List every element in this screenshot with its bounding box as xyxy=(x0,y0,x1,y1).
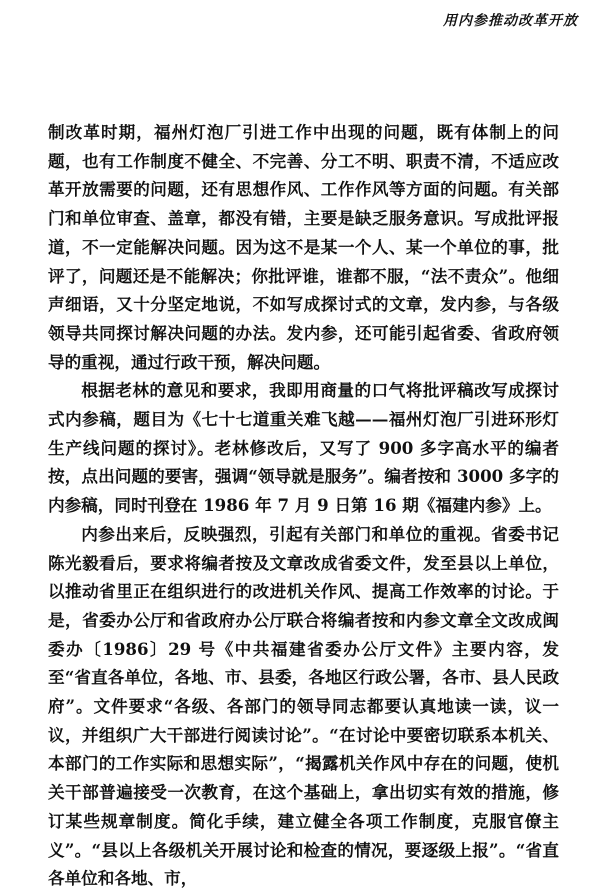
paragraph-1: 制改革时期，福州灯泡厂引进工作中出现的问题，既有体制上的问题，也有工作制度不健全、不完善、分工不明、职责不清，不适应改革开放需要的问题，还有思想作风、工作作风等方面的问题。有关部门和单位审查、盖章，都没有错，主要是缺乏服务意识。写成批评报道，不一定能解决问题。因为这不是某一个人、某一个单位的事，批评了，问题还是不能解决；你批评谁，谁都不服，“法不责众”。他细声细语，又十分坚定地说，不如写成探讨式的文章，发内参，与各级领导共同探讨解决问题的办法。发内参，还可能引起省委、省政府领导的重视，通过行政干预，解决问题。 xyxy=(48,122,559,372)
body-text xyxy=(48,118,559,893)
paragraph-2: 根据老林的意见和要求，我即用商量的口气将批评稿改写成探讨式内参稿，题目为《七十七道重关难飞越——福州灯泡厂引进环形灯生产线问题的探讨》。老林修改后，又写了 900 多字高水平的编者按，点出问题的要害，强调“领导就是服务”。编者按和 3000 多字的内参稿，同时刊登在 1986 年 7 月 9 日第 16 期《福建内参》上。 xyxy=(48,380,559,516)
paragraph-3: 内参出来后，反映强烈，引起有关部门和单位的重视。省委书记陈光毅看后，要求将编者按及文章改成省委文件，发至县以上单位，以推动省里正在组织进行的改进机关作风、提高工作效率的讨论。于是，省委办公厅和省政府办公厅联合将编者按和内参文章全文改成闽委办〔1986〕29 号《中共福建省委办公厅文件》主要内容，发至“省直各单位，各地、市、县委，各地区行政公署，各市、县人民政府”。文件要求“各级、各部门的领导同志都要认真地读一读，议一议，并组织广大干部进行阅读讨论”。“在讨论中要密切联系本机关、本部门的工作实际和思想实际”，“揭露机关作风中存在的问题，使机关干部普遍接受一次教育，在这个基础上，拿出切实有效的措施，修订某些规章制度。简化手续，建立健全各项工作制度，克服官僚主义”。“县以上各级机关开展讨论和检查的情况，要逐级上报”。“省直各单位和各地、市， xyxy=(48,523,559,889)
running-header: 用内参推动改革开放 xyxy=(443,13,578,29)
